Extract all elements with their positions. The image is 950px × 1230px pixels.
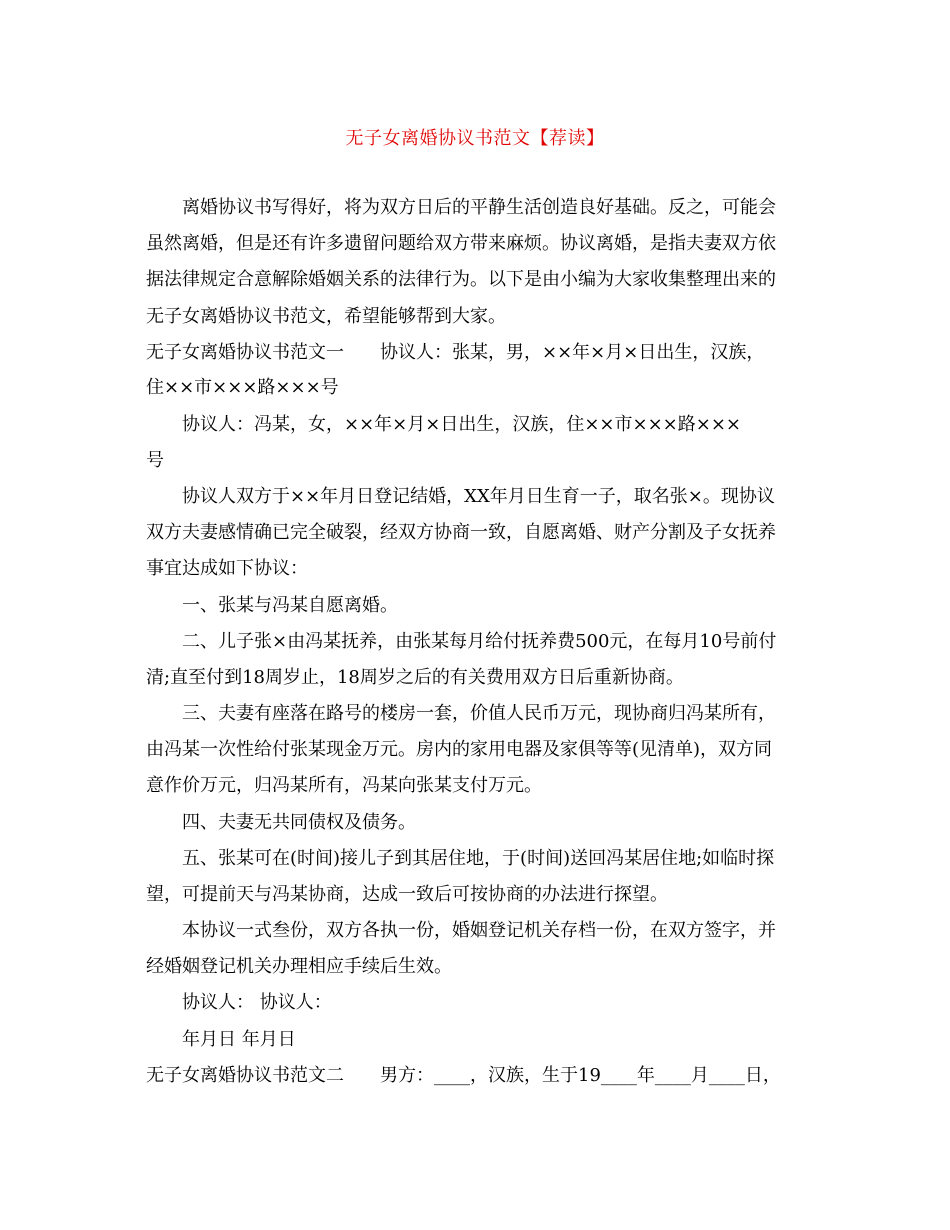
paragraph-line: 协议人：冯某，女，××年×月×日出生，汉族，住××市×××路××× xyxy=(182,414,741,435)
paragraph-line: 无子女离婚协议书范文一 协议人：张某，男，××年×月×日出生，汉族， xyxy=(146,342,765,363)
paragraph-line: 号 xyxy=(146,450,164,471)
paragraph-line: 意作价万元，归冯某所有，冯某向张某支付万元。 xyxy=(146,775,542,796)
paragraph-line: 二、儿子张×由冯某抚养，由张某每月给付抚养费500元，在每月10号前付 xyxy=(182,631,777,652)
paragraph-line: 五、张某可在(时间)接儿子到其居住地，于(时间)送回冯某居住地;如临时探 xyxy=(182,848,775,869)
paragraph-line: 清;直至付到18周岁止，18周岁之后的有关费用双方日后重新协商。 xyxy=(146,667,684,688)
paragraph-line: 协议人双方于××年月日登记结婚，XX年月日生育一子，取名张×。现协议 xyxy=(182,486,775,507)
paragraph-line: 据法律规定合意解除婚姻关系的法律行为。以下是由小编为大家收集整理出来的 xyxy=(146,269,776,290)
paragraph-line: 无子女离婚协议书范文，希望能够帮到大家。 xyxy=(146,306,506,327)
signature-line: 协议人： 协议人： xyxy=(182,992,332,1013)
paragraph-line: 虽然离婚，但是还有许多遗留问题给双方带来麻烦。协议离婚，是指夫妻双方依 xyxy=(146,233,776,254)
paragraph-line: 由冯某一次性给付张某现金万元。房内的家用电器及家俱等等(见清单)，双方同 xyxy=(146,739,773,760)
paragraph-line: 住××市×××路×××号 xyxy=(146,377,339,398)
paragraph-line: 经婚姻登记机关办理相应手续后生效。 xyxy=(146,956,452,977)
paragraph-line: 一、张某与冯某自愿离婚。 xyxy=(182,595,398,616)
paragraph-line: 三、夫妻有座落在路号的楼房一套，价值人民币万元，现协商归冯某所有， xyxy=(182,703,776,724)
paragraph-line: 无子女离婚协议书范文二 男方：____，汉族，生于19____年____月____日， xyxy=(146,1065,781,1086)
paragraph-line: 事宜达成如下协议： xyxy=(146,558,308,579)
paragraph-line: 本协议一式叁份，双方各执一份，婚姻登记机关存档一份，在双方签字，并 xyxy=(182,920,776,941)
paragraph-line: 望，可提前天与冯某协商，达成一致后可按协商的办法进行探望。 xyxy=(146,884,668,905)
paragraph-line: 四、夫妻无共同债权及债务。 xyxy=(182,812,416,833)
document-title: 无子女离婚协议书范文【荐读】 xyxy=(345,128,605,149)
date-line: 年月日 年月日 xyxy=(182,1029,296,1050)
paragraph-line: 双方夫妻感情确已完全破裂，经双方协商一致，自愿离婚、财产分割及子女抚养 xyxy=(146,522,776,543)
paragraph-line: 离婚协议书写得好，将为双方日后的平静生活创造良好基础。反之，可能会 xyxy=(182,197,776,218)
